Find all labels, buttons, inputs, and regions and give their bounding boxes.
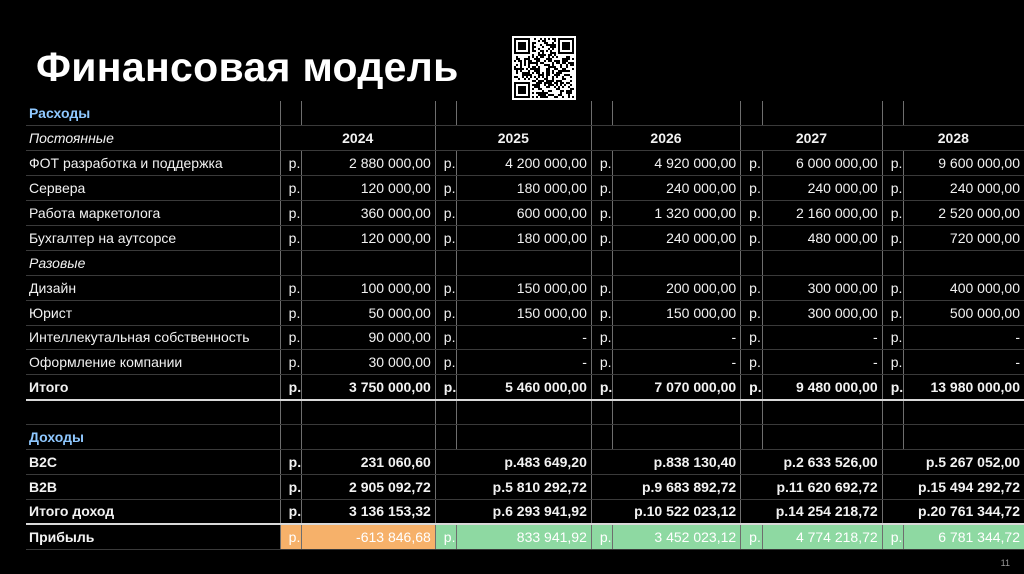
amount-value: - [762,325,882,350]
one-time-label-cell [26,250,280,275]
financial-model-table [26,101,1024,550]
currency-sign: р. [741,176,762,201]
spacer-row [26,400,1024,425]
empty-cell [613,425,741,450]
expense-label-cell [26,300,280,325]
empty-cell [762,250,882,275]
amount-value: 150 000,00 [457,275,592,300]
qr-code [512,36,576,100]
amount-value: р.838 130,40 [591,449,740,474]
empty-cell [457,400,592,425]
currency-sign: р. [280,524,301,549]
amount-value: 4 774 218,72 [762,524,882,549]
currency-sign: р. [741,325,762,350]
amount-value: 231 060,60 [302,449,436,474]
amount-value: 200 000,00 [613,275,741,300]
currency-sign: р. [280,499,301,524]
expense-label-cell [26,151,280,176]
amount-value: р.14 254 218,72 [741,499,883,524]
income-row [26,474,1024,499]
amount-value: -613 846,68 [302,524,436,549]
amount-value: 180 000,00 [457,225,592,250]
year-header: 2028 [882,126,1024,151]
income-row-label-cell [26,449,280,474]
amount-value: 360 000,00 [302,201,436,226]
currency-sign: р. [435,375,456,400]
currency-sign: р. [591,275,612,300]
currency-sign: р. [591,524,612,549]
currency-sign: р. [882,300,903,325]
expense-label-cell [26,201,280,226]
expense-label: Дизайн [29,279,77,296]
expense-label-cell [26,225,280,250]
currency-sign: р. [280,151,301,176]
amount-value: 600 000,00 [457,201,592,226]
currency-sign: р. [280,176,301,201]
currency-sign: р. [741,201,762,226]
amount-value: 4 920 000,00 [613,151,741,176]
amount-value: 6 000 000,00 [762,151,882,176]
amount-value: 6 781 344,72 [904,524,1024,549]
empty-cell [762,425,882,450]
amount-value: - [904,325,1024,350]
empty-cell [741,425,762,450]
amount-value: 100 000,00 [302,275,436,300]
amount-value: 9 600 000,00 [904,151,1024,176]
amount-value: - [904,350,1024,375]
expense-label: ФОТ разработка и поддержка [29,155,223,172]
empty-cell [302,425,436,450]
currency-sign: р. [435,350,456,375]
income-total-row-label-cell [26,499,280,524]
currency-sign: р. [591,325,612,350]
expense-label: Работа маркетолога [29,205,161,221]
currency-sign: р. [741,300,762,325]
income-row [26,449,1024,474]
currency-sign: р. [280,474,301,499]
amount-value: 833 941,92 [457,524,592,549]
income-total-row-label: Итого доход [29,503,115,520]
currency-sign: р. [882,350,903,375]
currency-sign: р. [280,201,301,226]
year-header: 2025 [435,126,591,151]
amount-value: 300 000,00 [762,275,882,300]
income-row-label: B2C [29,453,58,470]
expense-row [26,275,1024,300]
amount-value: 150 000,00 [457,300,592,325]
currency-sign: р. [882,176,903,201]
currency-sign: р. [280,350,301,375]
empty-cell [762,101,882,126]
amount-value: р.15 494 292,72 [882,474,1024,499]
expense-label-cell [26,350,280,375]
currency-sign: р. [882,151,903,176]
empty-cell [882,250,903,275]
empty-cell [762,400,882,425]
expense-row [26,201,1024,226]
income-row-label: B2B [29,478,58,495]
year-header: 2024 [280,126,435,151]
currency-sign: р. [435,225,456,250]
income-header-row [26,425,1024,450]
profit-label: Прибыль [29,528,95,545]
currency-sign: р. [591,375,612,400]
expenses-header: Расходы [29,105,91,122]
amount-value: 120 000,00 [302,225,436,250]
empty-cell [904,425,1024,450]
empty-cell [741,101,762,126]
income-header-cell [26,425,280,450]
empty-cell [280,400,301,425]
amount-value: 30 000,00 [302,350,436,375]
spacer-cell [26,400,280,425]
currency-sign: р. [741,225,762,250]
empty-cell [882,400,903,425]
empty-cell [613,400,741,425]
currency-sign: р. [591,151,612,176]
amount-value: - [457,350,592,375]
currency-sign: р. [882,325,903,350]
page-number: 11 [1000,558,1010,568]
amount-value: 240 000,00 [613,176,741,201]
amount-value: 400 000,00 [904,275,1024,300]
currency-sign: р. [741,275,762,300]
expense-row [26,350,1024,375]
amount-value: 4 200 000,00 [457,151,592,176]
currency-sign: р. [882,375,903,400]
amount-value: р.10 522 023,12 [591,499,740,524]
empty-cell [302,101,436,126]
empty-cell [302,400,436,425]
amount-value: 7 070 000,00 [613,375,741,400]
amount-value: 2 880 000,00 [302,151,436,176]
currency-sign: р. [280,375,301,400]
currency-sign: р. [435,151,456,176]
amount-value: - [762,350,882,375]
empty-cell [457,250,592,275]
profit-label-cell [26,524,280,549]
empty-cell [280,101,301,126]
currency-sign: р. [591,176,612,201]
one-time-header-row [26,250,1024,275]
currency-sign: р. [435,300,456,325]
empty-cell [435,250,456,275]
income-total-row [26,499,1024,524]
currency-sign: р. [280,225,301,250]
expenses-total-label-cell [26,375,280,400]
income-header: Доходы [29,429,84,446]
recurring-label-cell [26,126,280,151]
amount-value: 500 000,00 [904,300,1024,325]
amount-value: 3 452 023,12 [613,524,741,549]
empty-cell [302,250,436,275]
amount-value: - [613,350,741,375]
amount-value: 480 000,00 [762,225,882,250]
currency-sign: р. [435,524,456,549]
expense-label: Сервера [29,180,86,197]
empty-cell [591,400,612,425]
amount-value: 13 980 000,00 [904,375,1024,400]
currency-sign: р. [280,449,301,474]
years-row [26,126,1024,151]
amount-value: 2 520 000,00 [904,201,1024,226]
year-header: 2027 [741,126,883,151]
expense-label-cell [26,325,280,350]
amount-value: р.11 620 692,72 [741,474,883,499]
expense-label: Бухгалтер на аутсорсе [29,229,177,246]
empty-cell [280,250,301,275]
amount-value: 240 000,00 [904,176,1024,201]
income-row-label-cell [26,474,280,499]
empty-cell [613,101,741,126]
amount-value: р.9 683 892,72 [591,474,740,499]
currency-sign: р. [882,275,903,300]
amount-value: 5 460 000,00 [457,375,592,400]
currency-sign: р. [435,176,456,201]
expense-label: Интеллекутальная собственность [29,329,250,346]
amount-value: 1 320 000,00 [613,201,741,226]
empty-cell [435,425,456,450]
recurring-label: Постоянные [29,130,114,147]
amount-value: 50 000,00 [302,300,436,325]
one-time-label: Разовые [29,254,86,271]
expense-label-cell [26,275,280,300]
empty-cell [457,101,592,126]
amount-value: р.6 293 941,92 [435,499,591,524]
currency-sign: р. [280,275,301,300]
empty-cell [591,425,612,450]
currency-sign: р. [591,350,612,375]
currency-sign: р. [741,350,762,375]
empty-cell [904,101,1024,126]
expense-row [26,225,1024,250]
currency-sign: р. [280,325,301,350]
amount-value: р.5 810 292,72 [435,474,591,499]
amount-value: 240 000,00 [762,176,882,201]
currency-sign: р. [435,325,456,350]
profit-row [26,524,1024,549]
expense-label: Оформление компании [29,354,183,371]
currency-sign: р. [591,300,612,325]
amount-value: р.483 649,20 [435,449,591,474]
empty-cell [904,400,1024,425]
empty-cell [882,101,903,126]
empty-cell [904,250,1024,275]
amount-value: 3 750 000,00 [302,375,436,400]
empty-cell [435,101,456,126]
empty-cell [435,400,456,425]
currency-sign: р. [741,151,762,176]
amount-value: 90 000,00 [302,325,436,350]
expense-row [26,151,1024,176]
currency-sign: р. [741,375,762,400]
empty-cell [882,425,903,450]
expenses-total-label: Итого [29,378,69,395]
currency-sign: р. [882,201,903,226]
expense-label: Юрист [29,304,73,321]
empty-cell [591,101,612,126]
amount-value: 240 000,00 [613,225,741,250]
amount-value: 180 000,00 [457,176,592,201]
expenses-header-row [26,101,1024,126]
empty-cell [613,250,741,275]
slide-title: Финансовая модель [36,44,459,90]
currency-sign: р. [435,275,456,300]
expenses-total-row [26,375,1024,400]
empty-cell [741,400,762,425]
amount-value: 150 000,00 [613,300,741,325]
currency-sign: р. [882,225,903,250]
expenses-header-cell [26,101,280,126]
expense-label-cell [26,176,280,201]
empty-cell [741,250,762,275]
year-header: 2026 [591,126,740,151]
amount-value: - [457,325,592,350]
amount-value: 2 905 092,72 [302,474,436,499]
currency-sign: р. [882,524,903,549]
amount-value: 120 000,00 [302,176,436,201]
amount-value: 720 000,00 [904,225,1024,250]
amount-value: 3 136 153,32 [302,499,436,524]
amount-value: 9 480 000,00 [762,375,882,400]
financial-model-body [26,101,1024,549]
amount-value: 2 160 000,00 [762,201,882,226]
empty-cell [457,425,592,450]
expense-row [26,300,1024,325]
amount-value: - [613,325,741,350]
currency-sign: р. [741,524,762,549]
currency-sign: р. [280,300,301,325]
expense-row [26,325,1024,350]
empty-cell [280,425,301,450]
currency-sign: р. [435,201,456,226]
currency-sign: р. [591,201,612,226]
qr-code-image [512,36,576,100]
currency-sign: р. [591,225,612,250]
amount-value: р.20 761 344,72 [882,499,1024,524]
amount-value: 300 000,00 [762,300,882,325]
amount-value: р.5 267 052,00 [882,449,1024,474]
empty-cell [591,250,612,275]
amount-value: р.2 633 526,00 [741,449,883,474]
expense-row [26,176,1024,201]
